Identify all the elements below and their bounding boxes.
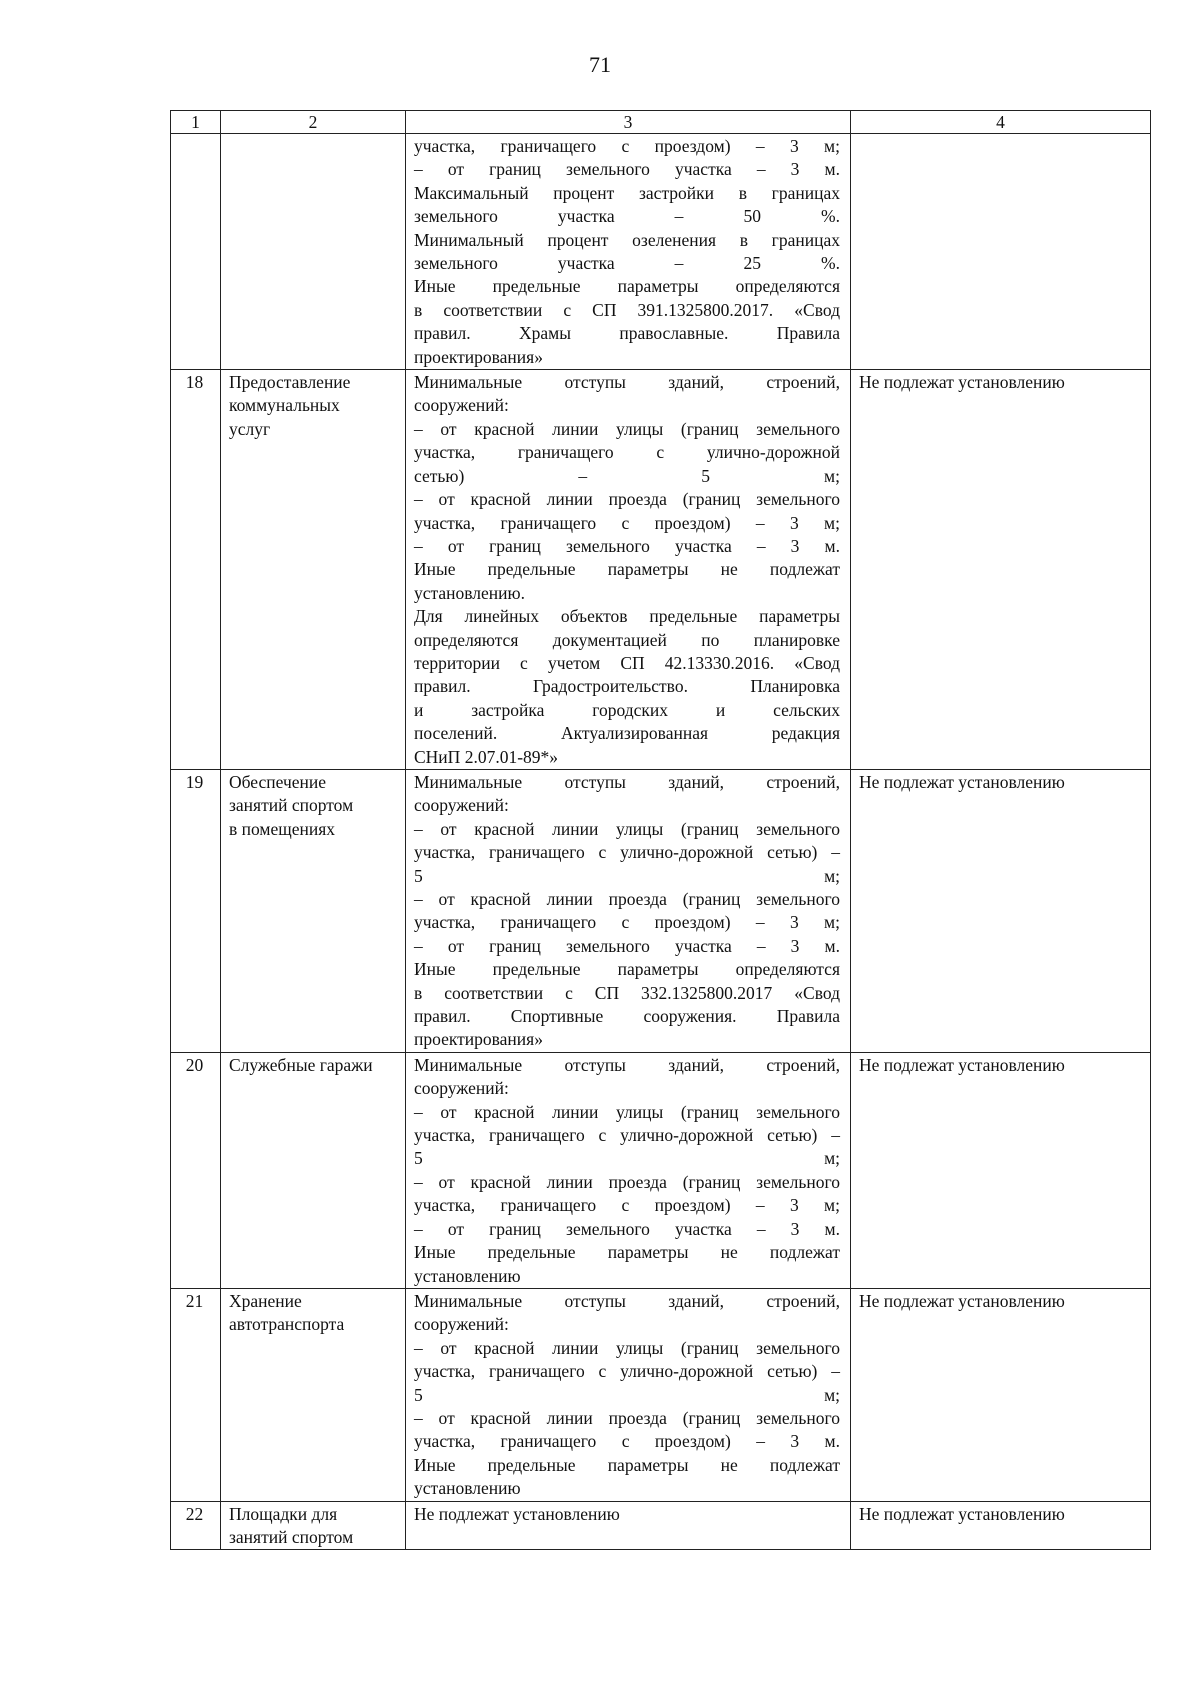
cell-text-line: участка, граничащего с проездом) – 3 м. [414,1431,840,1452]
row-number: 21 [171,1288,221,1501]
cell-text-line: сооружений: [414,395,509,416]
cell-text-line: занятий спортом [229,1526,354,1547]
cell-text-line: Минимальные отступы зданий, строений, [414,771,840,792]
cell-text-line: земельного участка – 25 %. [414,253,840,274]
cell-text-line: сооружений: [414,1314,509,1335]
other-parameters-cell: Не подлежат установлению [851,1052,1151,1288]
table-row-continuation [171,134,1151,370]
cell-text-line: Минимальные отступы зданий, строений, [414,372,840,393]
cell-text-line: Хранение [229,1290,302,1311]
cell-text-line: Минимальные отступы зданий, строений, [414,1054,840,1075]
cell-text-line: – от границ земельного участка – 3 м. [414,535,840,556]
parameters-cell [406,1052,851,1288]
row-number: 20 [171,1052,221,1288]
cell-text-line: Минимальные отступы зданий, строений, [414,1290,840,1311]
page-number: 71 [589,52,611,77]
cell-text-line: сетью) – 5 м; [414,465,840,486]
cell-text-line: 5 м; [414,865,840,886]
cell-text-line: – от границ земельного участка – 3 м. [414,935,840,956]
cell-text-line: – от красной линии улицы (границ земельного [414,418,840,439]
parameters-cell [406,769,851,1052]
cell-text-line: Служебные гаражи [229,1054,373,1075]
cell-text-line: поселений. Актуализированная редакция [414,723,840,744]
cell-text-line: 5 м; [414,1384,840,1405]
column-header: 3 [406,111,851,134]
cell-text-line: Для линейных объектов предельные параметры [414,606,840,627]
column-header: 2 [221,111,406,134]
parameters-cell [406,134,851,370]
cell-text-line: участка, граничащего с улично-дорожной сетью) – [414,1361,840,1382]
use-type-name [221,1052,406,1288]
table-row [171,1288,1151,1501]
cell-text-line: услуг [229,418,271,439]
cell-text-line: земельного участка – 50 %. [414,206,840,227]
parameters-cell [406,1288,851,1501]
cell-text-line: правил. Градостроительство. Планировка [414,676,840,697]
row-number: 22 [171,1501,221,1550]
cell-text-line: – от красной линии улицы (границ земельного [414,1101,840,1122]
cell-text-line: 5 м; [414,1148,840,1169]
cell-text-line: – от границ земельного участка – 3 м. [414,1218,840,1239]
column-header: 4 [851,111,1151,134]
cell-text-line: автотранспорта [229,1314,345,1335]
table-row [171,769,1151,1052]
cell-text-line: участка, граничащего с улично-дорожной сетью) – [414,842,840,863]
cell-text-line: Иные предельные параметры определяются [414,276,840,297]
use-type-name [221,134,406,370]
cell-text-line: сооружений: [414,795,509,816]
other-parameters-cell: Не подлежат установлению [851,769,1151,1052]
other-parameters-cell: Не подлежат установлению [851,1501,1151,1550]
cell-text-line: СНиП 2.07.01-89*» [414,746,559,767]
cell-text-line: участка, граничащего с улично-дорожной [414,442,840,463]
cell-text-line: Предоставление [229,372,351,393]
table-header-row [171,111,1151,134]
cell-text-line: – от границ земельного участка – 3 м. [414,159,840,180]
cell-text-line: Площадки для [229,1503,338,1524]
cell-text-line: занятий спортом [229,795,354,816]
cell-text-line: установлению. [414,582,525,603]
row-number [171,134,221,370]
use-type-name [221,1288,406,1501]
parameters-cell [406,1501,851,1550]
cell-text-line: Минимальный процент озеленения в границах [414,229,840,250]
table-row [171,370,1151,770]
cell-text-line: установлению [414,1478,521,1499]
cell-text-line: участка, граничащего с проездом) – 3 м; [414,912,840,933]
cell-text-line: – от красной линии проезда (границ земельного [414,889,840,909]
cell-text-line: – от красной линии улицы (границ земельного [414,818,840,839]
table-row [171,1052,1151,1288]
cell-text-line: правил. Спортивные сооружения. Правила [414,1006,840,1027]
cell-text-line: Обеспечение [229,771,327,792]
cell-text-line: сооружений: [414,1078,509,1099]
cell-text-line: Иные предельные параметры определяются [414,959,840,980]
cell-text-line: и застройка городских и сельских [414,699,840,720]
cell-text-line: коммунальных [229,395,340,416]
cell-text-line: – от красной линии улицы (границ земельного [414,1337,840,1358]
cell-text-line: – от красной линии проезда (границ земельного [414,489,840,510]
cell-text-line: в соответствии с СП 391.1325800.2017. «Свод [414,299,840,320]
cell-text-line: проектирования» [414,346,543,367]
other-parameters-cell: Не подлежат установлению [851,370,1151,770]
cell-text-line: в помещениях [229,818,336,839]
cell-text-line: в соответствии с СП 332.1325800.2017 «Свод [414,982,840,1003]
cell-text-line: Иные предельные параметры не подлежат [414,1454,840,1475]
cell-text-line: Максимальный процент застройки в границах [414,182,840,203]
cell-text-line: определяются документацией по планировке [414,629,840,650]
table-row [171,1501,1151,1550]
column-header: 1 [171,111,221,134]
cell-text-line: – от красной линии проезда (границ земельного [414,1171,840,1192]
row-number: 18 [171,370,221,770]
cell-text-line: участка, граничащего с улично-дорожной сетью) – [414,1125,840,1146]
regulations-table [170,110,1151,1550]
other-parameters-cell [851,134,1151,370]
cell-text-line: установлению [414,1265,521,1286]
cell-text-line: участка, граничащего с проездом) – 3 м; [414,512,840,533]
cell-text-line: Не подлежат установлению [414,1503,620,1524]
use-type-name [221,769,406,1052]
cell-text-line: Иные предельные параметры не подлежат [414,1242,840,1263]
cell-text-line: – от красной линии проезда (границ земельного [414,1407,840,1428]
other-parameters-cell: Не подлежат установлению [851,1288,1151,1501]
parameters-cell [406,370,851,770]
cell-text-line: участка, граничащего с проездом) – 3 м; [414,136,840,156]
use-type-name [221,370,406,770]
cell-text-line: правил. Храмы православные. Правила [414,323,840,344]
row-number: 19 [171,769,221,1052]
cell-text-line: участка, граничащего с проездом) – 3 м; [414,1195,840,1216]
use-type-name [221,1501,406,1550]
cell-text-line: территории с учетом СП 42.13330.2016. «Свод [414,652,840,673]
cell-text-line: Иные предельные параметры не подлежат [414,559,840,580]
cell-text-line: проектирования» [414,1029,543,1050]
